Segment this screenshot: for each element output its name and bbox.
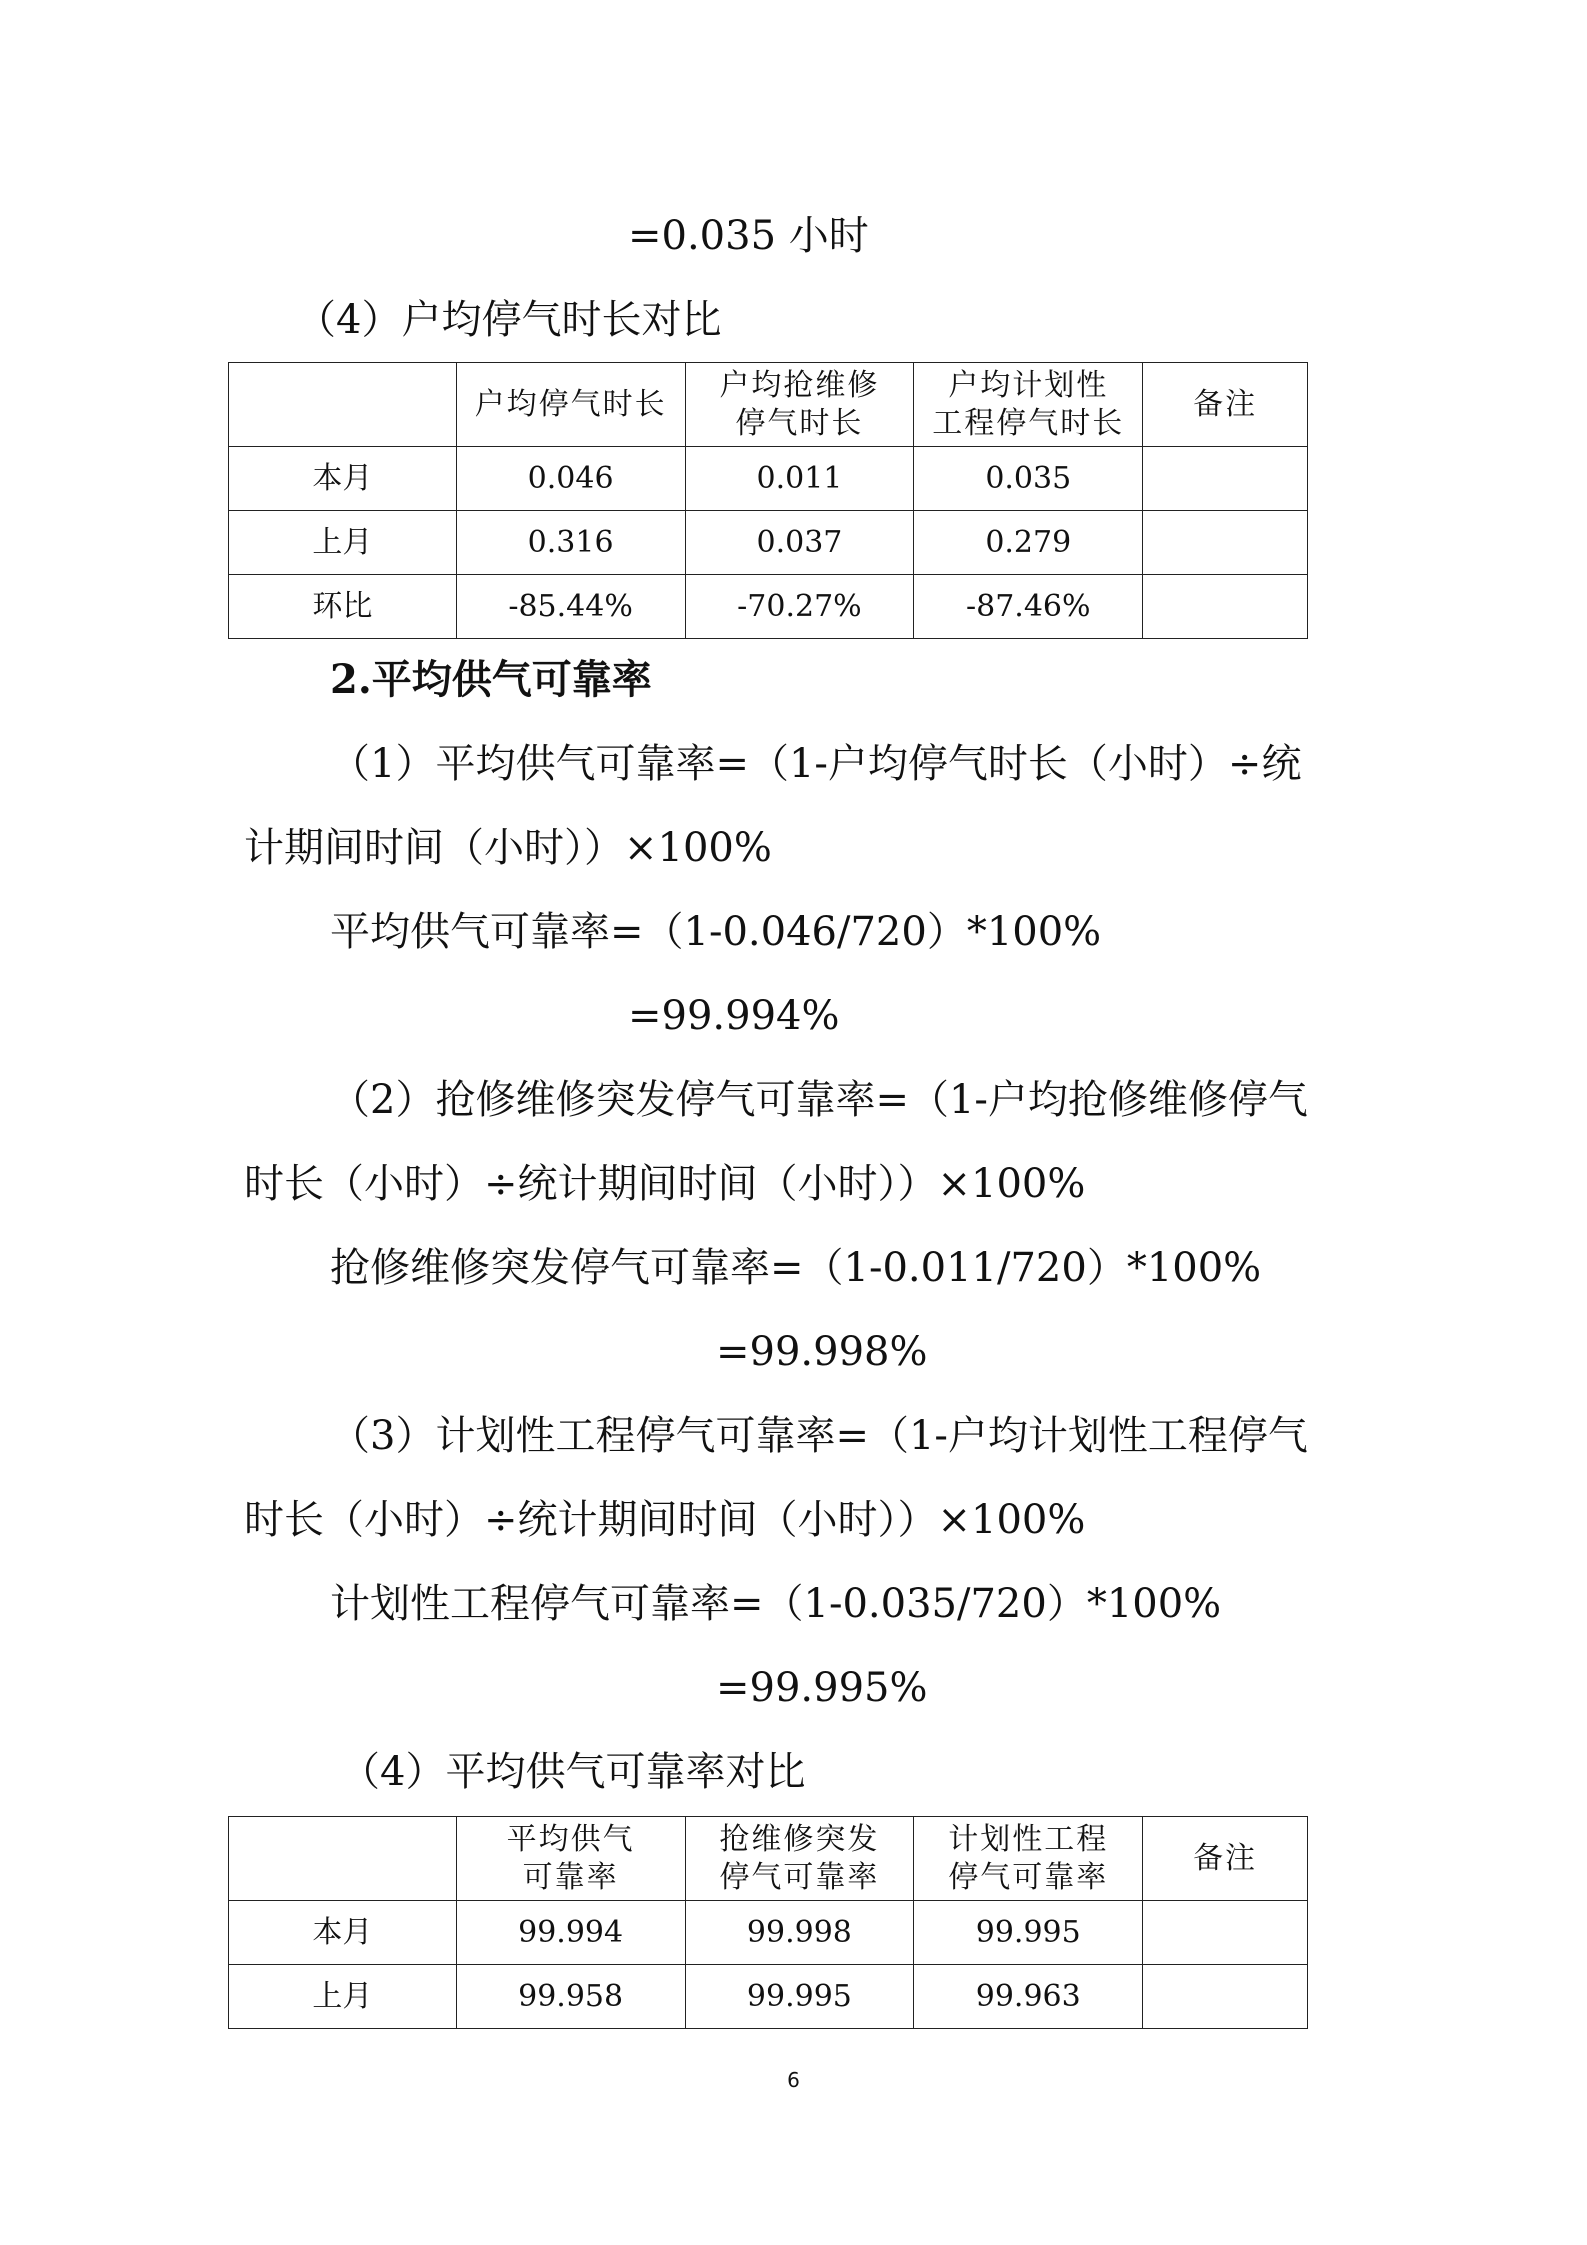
formula-result-line: =99.995% — [716, 1665, 928, 1711]
table-header-cell: 备注 — [1143, 363, 1308, 447]
table-row — [229, 447, 1308, 511]
formula-definition: （1）平均供气可靠率=（1-户均停气时长（小时）÷统 — [330, 741, 1302, 787]
table-header-cell — [229, 363, 457, 447]
table-header-cell: 户均停气时长 — [456, 363, 685, 447]
table-cell: 0.035 — [914, 447, 1143, 511]
formula-definition: （2）抢修维修突发停气可靠率=（1-户均抢修维修停气 — [330, 1077, 1308, 1123]
formula-result-line: =99.994% — [628, 993, 840, 1039]
table-cell: -87.46% — [914, 575, 1143, 639]
row-label-cell: 环比 — [229, 575, 457, 639]
table-cell: 99.998 — [685, 1901, 914, 1965]
table-cell: 99.963 — [914, 1965, 1143, 2029]
formula-calculation: 抢修维修突发停气可靠率=（1-0.011/720）*100% — [330, 1245, 1262, 1291]
table-cell: 0.011 — [685, 447, 914, 511]
table-row — [229, 1901, 1308, 1965]
section-heading: （4）户均停气时长对比 — [296, 297, 722, 343]
formula-definition: （3）计划性工程停气可靠率=（1-户均计划性工程停气 — [330, 1413, 1308, 1459]
table-row — [229, 511, 1308, 575]
table-cell: -85.44% — [456, 575, 685, 639]
row-label-cell: 本月 — [229, 1901, 457, 1965]
table-header-cell: 计划性工程 停气可靠率 — [914, 1817, 1143, 1901]
formula-calculation: 计划性工程停气可靠率=（1-0.035/720）*100% — [330, 1581, 1222, 1627]
table-cell — [1143, 575, 1308, 639]
formula-result-line: =99.998% — [716, 1329, 928, 1375]
table-header-cell: 备注 — [1143, 1817, 1308, 1901]
formula-definition: 时长（小时）÷统计期间时间（小时））×100% — [244, 1161, 1086, 1207]
table-cell — [1143, 447, 1308, 511]
table-row — [229, 1965, 1308, 2029]
table-cell — [1143, 511, 1308, 575]
row-label-cell: 上月 — [229, 1965, 457, 2029]
row-label-cell: 上月 — [229, 511, 457, 575]
row-label-cell: 本月 — [229, 447, 457, 511]
table-cell: 0.316 — [456, 511, 685, 575]
supply-reliability-comparison-table — [228, 1816, 1308, 2029]
table-cell: 99.995 — [914, 1901, 1143, 1965]
outage-duration-comparison-table — [228, 362, 1308, 639]
table-header-row — [229, 1817, 1308, 1901]
table-cell — [1143, 1965, 1308, 2029]
formula-calculation: 平均供气可靠率=（1-0.046/720）*100% — [330, 909, 1102, 955]
table-cell: 0.046 — [456, 447, 685, 511]
table-header-cell: 抢维修突发 停气可靠率 — [685, 1817, 914, 1901]
formula-definition: 时长（小时）÷统计期间时间（小时））×100% — [244, 1497, 1086, 1543]
formula-definition: 计期间时间（小时））×100% — [244, 825, 772, 871]
table-header-cell: 平均供气 可靠率 — [456, 1817, 685, 1901]
table-header-cell — [229, 1817, 457, 1901]
table-row — [229, 575, 1308, 639]
table-header-row — [229, 363, 1308, 447]
table-cell: 99.958 — [456, 1965, 685, 2029]
table-cell: 0.037 — [685, 511, 914, 575]
section-heading: （4）平均供气可靠率对比 — [340, 1749, 806, 1795]
table-cell — [1143, 1901, 1308, 1965]
table-cell: -70.27% — [685, 575, 914, 639]
formula-result-line: =0.035 小时 — [628, 213, 869, 259]
section-heading: 2.平均供气可靠率 — [330, 656, 652, 703]
page-number: 6 — [787, 2068, 800, 2092]
table-cell: 99.994 — [456, 1901, 685, 1965]
table-header-cell: 户均计划性 工程停气时长 — [914, 363, 1143, 447]
table-cell: 99.995 — [685, 1965, 914, 2029]
table-cell: 0.279 — [914, 511, 1143, 575]
table-header-cell: 户均抢维修 停气时长 — [685, 363, 914, 447]
